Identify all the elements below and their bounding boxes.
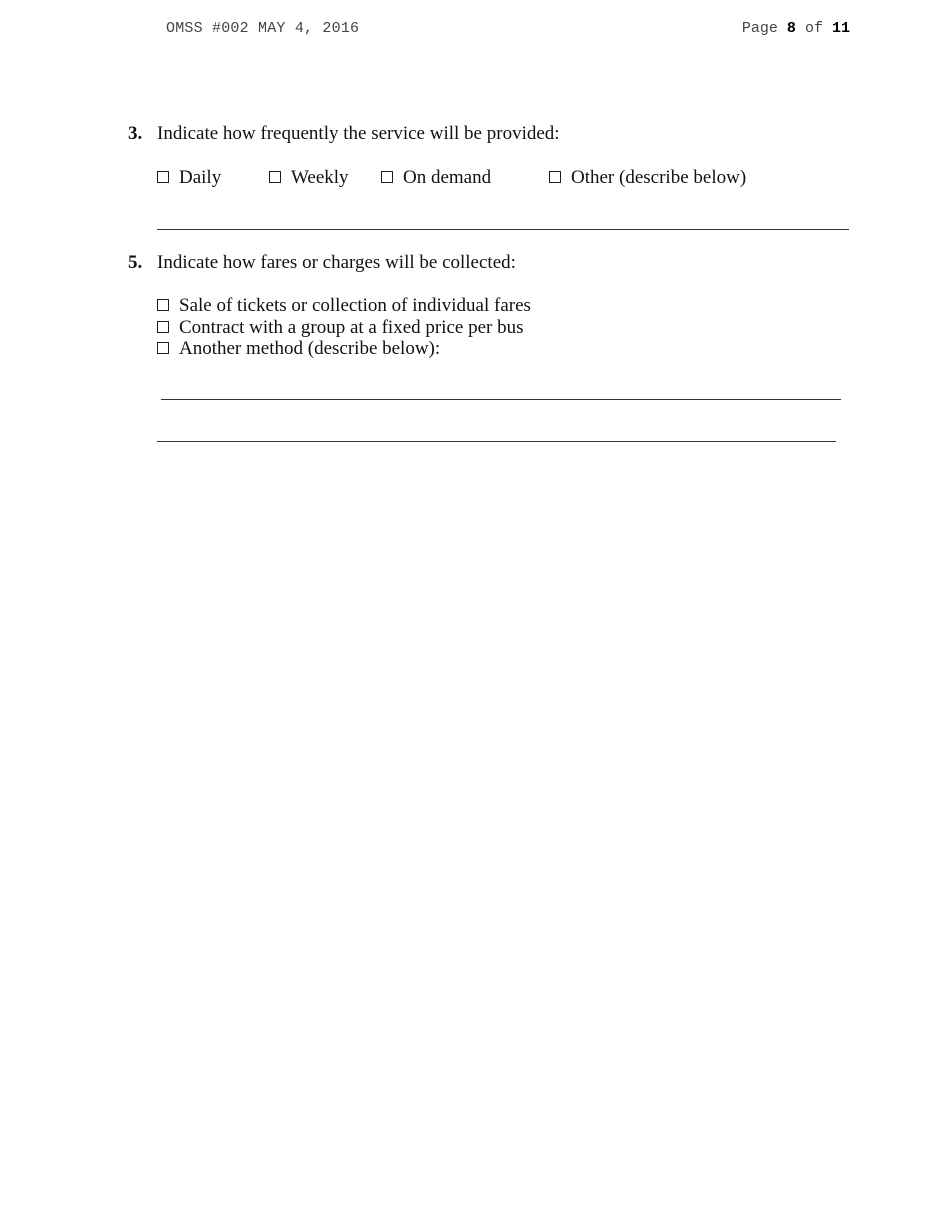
q5-describe-line-2[interactable] [157, 441, 836, 442]
page-prefix: Page [741, 20, 778, 37]
checkbox-daily[interactable] [157, 171, 169, 183]
question-5-text: Indicate how fares or charges will be collected: [157, 252, 516, 273]
checkbox-other[interactable] [549, 171, 561, 183]
option-on-demand[interactable] [381, 167, 491, 189]
option-other[interactable] [549, 167, 746, 189]
checkbox-another-method[interactable] [157, 342, 169, 354]
option-contract-group-label: Contract with a group at a fixed price per bus [179, 317, 524, 338]
checkbox-on-demand[interactable] [381, 171, 393, 183]
page-current: 8 [786, 20, 796, 37]
option-other-label: Other (describe below) [571, 167, 747, 188]
option-daily-label: Daily [179, 167, 222, 188]
option-another-method-label: Another method (describe below): [179, 338, 441, 359]
option-weekly-label: Weekly [291, 167, 349, 188]
checkbox-contract-group[interactable] [157, 321, 169, 333]
page-total: 11 [831, 20, 850, 37]
option-another-method[interactable] [157, 338, 440, 360]
checkbox-weekly[interactable] [269, 171, 281, 183]
option-daily[interactable] [157, 167, 221, 189]
q5-describe-line-1[interactable] [161, 399, 841, 400]
option-weekly[interactable] [269, 167, 349, 189]
option-sale-of-tickets[interactable] [157, 295, 531, 317]
question-3-text: Indicate how frequently the service will be provided: [157, 123, 560, 144]
q3-describe-line[interactable] [157, 229, 849, 230]
option-contract-group[interactable] [157, 317, 524, 339]
page-indicator [742, 20, 850, 37]
option-sale-of-tickets-label: Sale of tickets or collection of individual fares [179, 295, 531, 316]
question-3-number: 3. [128, 123, 143, 144]
page-of: of [804, 20, 823, 37]
document-id: OMSS #002 MAY 4, 2016 [166, 20, 360, 37]
checkbox-sale-of-tickets[interactable] [157, 299, 169, 311]
question-5-number: 5. [128, 252, 143, 273]
option-on-demand-label: On demand [403, 167, 492, 188]
